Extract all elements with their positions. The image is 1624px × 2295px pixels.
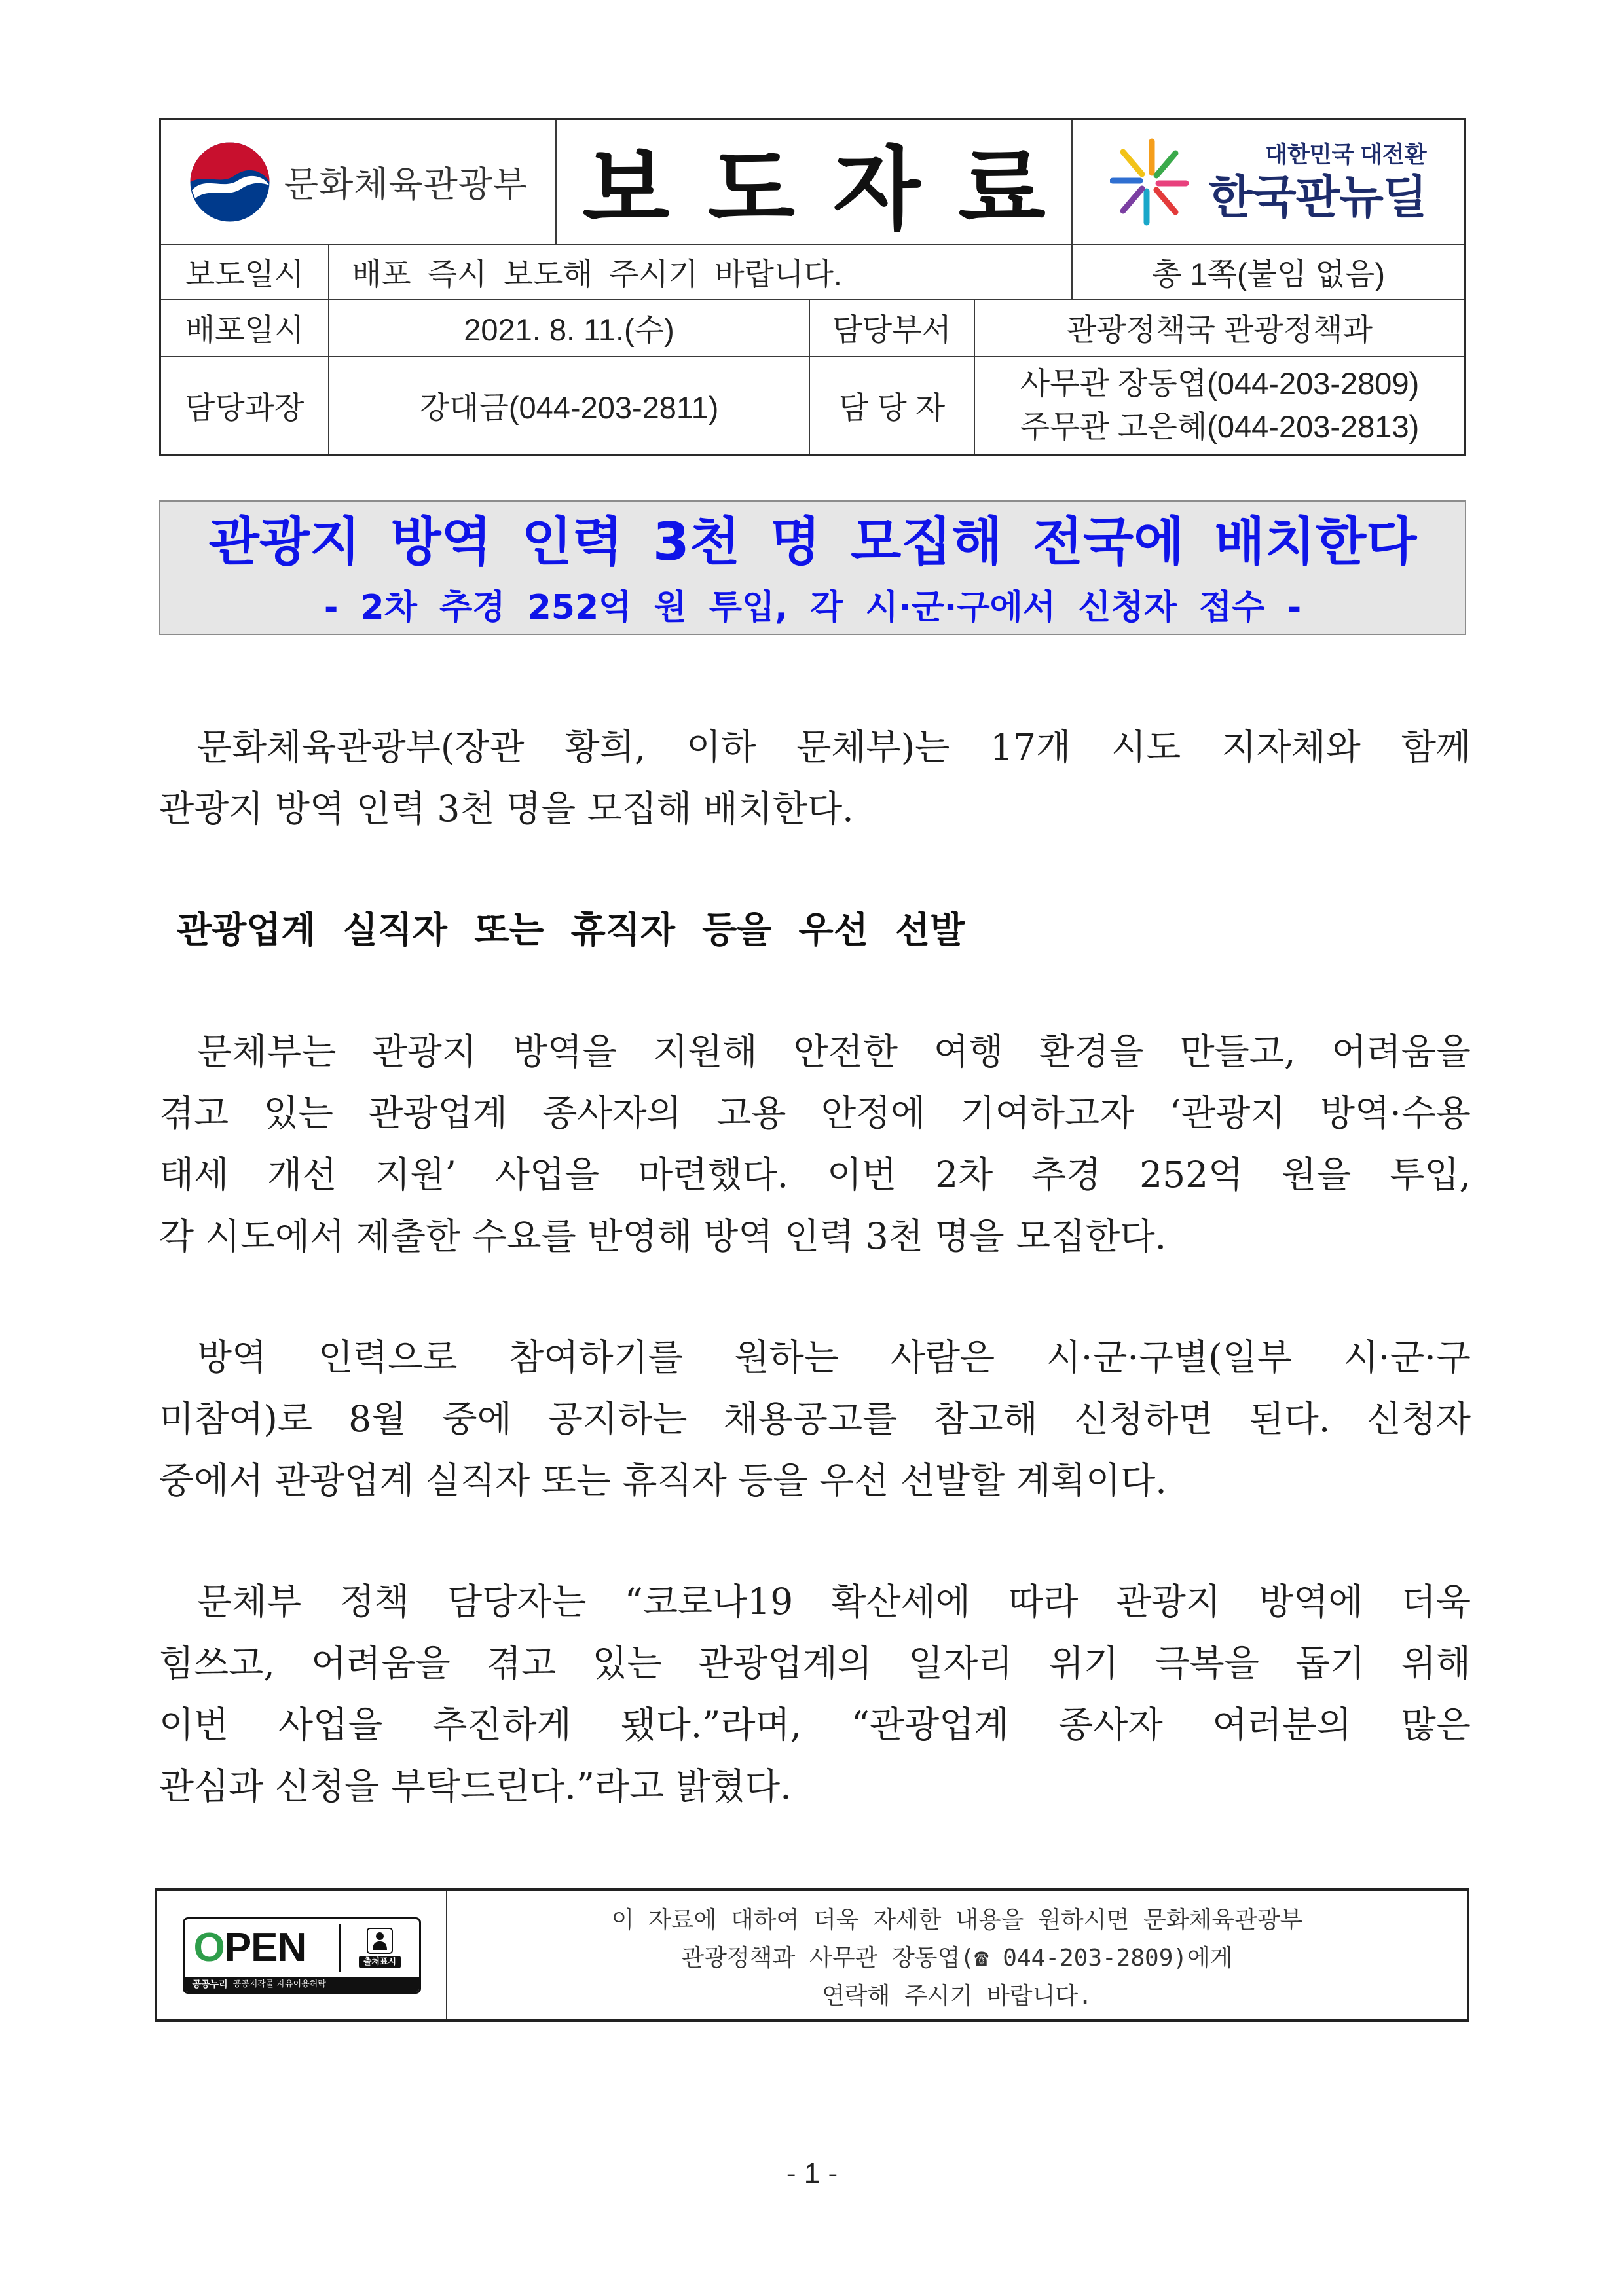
starburst-ray bbox=[1156, 153, 1175, 175]
release-time-row bbox=[161, 244, 1464, 299]
body-paragraph bbox=[159, 1327, 1471, 1511]
paragraph-line: 방역 인력으로 참여하기를 원하는 사람은 시·군·구별(일부 시·군·구 bbox=[197, 1336, 1471, 1378]
person-icon bbox=[367, 1928, 393, 1954]
paragraph-line: 각 시도에서 제출한 수요를 반영해 방역 인력 3천 명을 모집한다. bbox=[159, 1215, 1167, 1257]
release-time-label: 보도일시 bbox=[185, 256, 304, 291]
paragraph-line: 관심과 신청을 부탁드린다.”라고 밝혔다. bbox=[159, 1765, 792, 1807]
ministry-name: 문화체육관광부 bbox=[284, 165, 528, 204]
kogl-attribution-badge bbox=[341, 1928, 419, 1968]
kogl-open-mark: OPEN bbox=[193, 1925, 306, 1970]
staff-contact: 사무관 장동엽(044-203-2809) bbox=[1020, 366, 1420, 401]
document-type-cell bbox=[555, 120, 1071, 244]
department-label: 담당부서 bbox=[809, 300, 974, 356]
headline-box bbox=[159, 500, 1466, 635]
campaign-tagline: 대한민국 대전환 bbox=[1265, 141, 1427, 168]
paragraph-line: 태세 개선 지원’ 사업을 마련했다. 이번 2차 추경 252억 원을 투입, bbox=[159, 1154, 1471, 1196]
paragraph-line: 관광지 방역 인력 3천 명을 모집해 배치한다. bbox=[159, 788, 854, 830]
headline-title: 관광지 방역 인력 3천 명 모집해 전국에 배치한다 bbox=[208, 511, 1417, 572]
paragraph-line: 중에서 관광업계 실직자 또는 휴직자 등을 우선 선발할 계획이다. bbox=[159, 1460, 1167, 1501]
intro-paragraph bbox=[159, 716, 1471, 839]
headline-subtitle: - 2차 추경 252억 원 투입, 각 시·군·구에서 신청자 접수 - bbox=[323, 588, 1302, 627]
kogl-logo-top bbox=[185, 1919, 419, 1977]
paragraph-line: 겪고 있는 관광업계 종사자의 고용 안정에 기여하고자 ‘관광지 방역·수용 bbox=[159, 1092, 1471, 1134]
kogl-brand-name: 공공누리 bbox=[192, 1979, 228, 1990]
paragraph-line: 문체부 정책 담당자는 “코로나19 확산세에 따라 관광지 방역에 더욱 bbox=[197, 1581, 1471, 1623]
body-paragraph bbox=[159, 1021, 1471, 1267]
license-logo-cell bbox=[157, 1891, 447, 2019]
government-emblem-icon bbox=[189, 141, 271, 223]
director-label: 담당과장 bbox=[185, 390, 304, 425]
document-type-title: 보 도 자 료 bbox=[582, 136, 1046, 242]
paragraph-line: 문체부는 관광지 방역을 지원해 안전한 여행 환경을 만들고, 어려움을 bbox=[197, 1031, 1471, 1073]
campaign-name: 한국판뉴딜 bbox=[1208, 171, 1427, 223]
distribution-row bbox=[161, 299, 1464, 356]
director-value: 강대금(044-203-2811) bbox=[328, 357, 809, 454]
kogl-logo-strip bbox=[185, 1977, 419, 1992]
kogl-license-logo bbox=[183, 1917, 421, 1994]
footer-contact-box bbox=[155, 1888, 1469, 2022]
person-icon-head bbox=[376, 1932, 384, 1940]
footer-contact-line: 이 자료에 대하여 더욱 자세한 내용을 원하시면 문화체육관광부 bbox=[611, 1907, 1303, 1934]
starburst-ray bbox=[1123, 189, 1142, 211]
campaign-logo-cell bbox=[1071, 120, 1464, 244]
release-time-value: 배포 즉시 보도해 주시기 바랍니다. bbox=[328, 245, 1071, 299]
kogl-attribution-label: 출처표시 bbox=[359, 1956, 401, 1968]
footer-contact-text bbox=[447, 1891, 1467, 2019]
staff-list bbox=[974, 357, 1464, 454]
paragraph-line: 미참여)로 8월 중에 공지하는 채용공고를 참고해 신청하면 된다. 신청자 bbox=[159, 1398, 1471, 1440]
starburst-ray bbox=[1123, 152, 1142, 174]
distribution-date-label: 배포일시 bbox=[185, 312, 304, 347]
staff-contact: 주무관 고은혜(044-203-2813) bbox=[1020, 409, 1420, 444]
section-heading: 관광업계 실직자 또는 휴직자 등을 우선 선발 bbox=[177, 908, 965, 951]
page-number: - 1 - bbox=[786, 2157, 838, 2190]
paragraph-line: 이번 사업을 추진하게 됐다.”라며, “관광업계 종사자 여러분의 많은 bbox=[159, 1704, 1471, 1746]
paragraph-line: 힘쓰고, 어려움을 겪고 있는 관광업계의 일자리 위기 극복을 돕기 위해 bbox=[159, 1642, 1471, 1684]
ministry-logo-cell bbox=[161, 120, 555, 244]
distribution-date-value: 2021. 8. 11.(수) bbox=[328, 300, 809, 356]
starburst-ray bbox=[1156, 190, 1175, 212]
header-logo-row bbox=[161, 120, 1464, 244]
staff-label: 담 당 자 bbox=[809, 357, 974, 454]
footer-contact-line: 연락해 주시기 바랍니다. bbox=[822, 1983, 1092, 2010]
press-release-header-table bbox=[159, 118, 1466, 456]
contact-row bbox=[161, 356, 1464, 454]
new-deal-starburst-icon bbox=[1110, 136, 1189, 229]
page-count: 총 1쪽(붙임 없음) bbox=[1071, 245, 1464, 299]
footer-contact-line: 관광정책과 사무관 장동엽(☎ 044-203-2809)에게 bbox=[681, 1945, 1233, 1972]
kogl-caption: 공공저작물 자유이용허락 bbox=[232, 1979, 326, 1989]
campaign-wordmark bbox=[1208, 140, 1426, 224]
body-paragraph bbox=[159, 1571, 1471, 1817]
department-value: 관광정책국 관광정책과 bbox=[974, 300, 1464, 356]
paragraph-line: 문화체육관광부(장관 황희, 이하 문체부)는 17개 시도 지자체와 함께 bbox=[197, 726, 1471, 768]
